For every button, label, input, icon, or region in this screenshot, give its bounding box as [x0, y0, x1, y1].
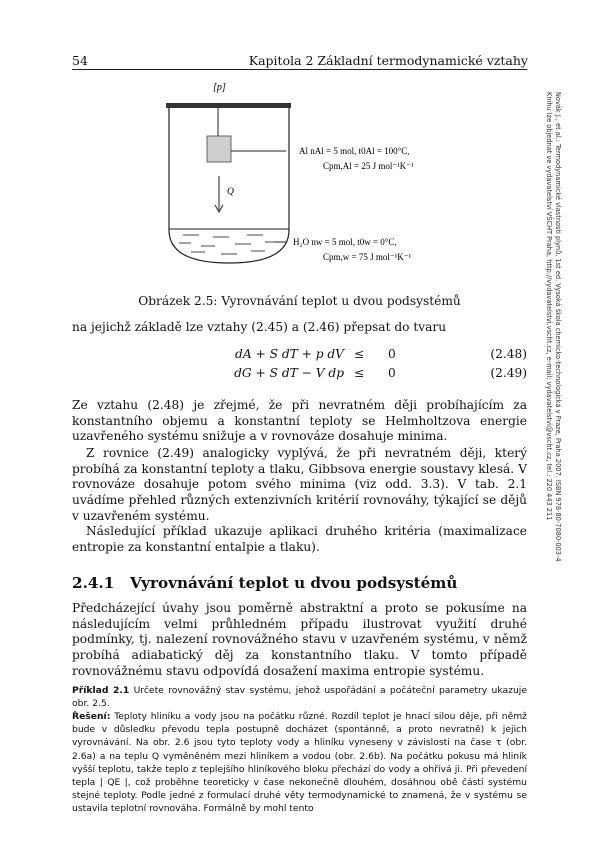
side-note	[545, 92, 564, 612]
example-statement	[72, 684, 527, 710]
solution-label: Řešení:	[72, 711, 111, 722]
figure-2-5	[155, 80, 455, 280]
side-note-text	[544, 92, 562, 562]
pressure-label: [p]	[213, 82, 226, 93]
example-label: Příklad 2.1	[72, 685, 130, 696]
solution-text: Teploty hliníku a vody jsou na počátku různé. Rozdíl teplot je hnací silou děje, při němž bude v důsledku převodu tepla postupně docházet (spontánně, a proto nevratně) k jejich vyrovnávání. Na obr. 2.6 jsou tyto teploty vody a hliníku vyneseny v závislosti na čase τ (obr. 2.6a) a na teplu Q vyměněném mezi hliníkem a vodou (obr. 2.6b). Na počátku pokusu má hliník vyšší teplotu, takže teplo z teplejšího hliníkového bloku přechází do vody a ohřívá ji. Při převedení tepla | QE |, což proběhne teoreticky v čase nekonečně dlouhém, dosáhnou obě části systému stejné teploty. Podle jedné z formulací druhé věty termodynamické to znamená, že v systému se ustavila teplotní rovnováha. Formálně by mohl tento	[72, 711, 527, 815]
aluminium-block	[207, 136, 231, 162]
paragraph: Předcházející úvahy jsou poměrně abstraktní a proto se pokusíme na následujícím velmi průhledném případu ilustrovat využití druhé podmínky, tj. nalezení rovnovážného stavu v uzavřeném systému, v němž probíhá adiabatický děj za konstantního tlaku. V tomto případě rovnovážnému stavu odpovídá dosažení maxima entropie systému.	[72, 601, 527, 678]
vessel-outline	[169, 108, 289, 263]
solution-paragraph	[72, 710, 527, 816]
water-params: H₂O nw = 5 mol, t0w = 0°C,	[293, 237, 397, 247]
paragraph: Z rovnice (2.49) analogicky vyplývá, že při nevratném ději, který probíhá za konstantní teploty a tlaku, Gibbsova energie soustavy klesá. V rovnováze dosahuje potom svého minima (viz odd. 3.3). V tab. 2.1 uvádíme přehled různých extenzivních kritérií rovnováhy, týkající se dějů v uzavřeném systému.	[72, 446, 527, 523]
eq-relation: ≤	[354, 366, 365, 380]
side-note-line-2: Knihu lze objednat ve vydavatelství VŠCHT Praha, http://vydavatelstvi.vscht.cz, e-mail: vydavatelstvi@vscht.cz, tel.: 220 443 211	[545, 92, 553, 521]
header-rule	[72, 69, 527, 70]
heat-label: Q	[227, 187, 234, 197]
water-heat-capacity: Cpm,w = 75 J mol⁻¹K⁻¹	[323, 252, 412, 262]
aluminium-params: Al nAl = 5 mol, t0Al = 100°C,	[299, 146, 410, 156]
eq-relation: ≤	[354, 347, 365, 361]
piston	[166, 103, 291, 108]
eq-lhs: dA + S dT + p dV	[235, 347, 344, 361]
paragraph: Následující příklad ukazuje aplikaci druhého kritéria (maximalizace entropie za konstantní entalpie a tlaku).	[72, 524, 527, 554]
example-text: Určete rovnovážný stav systému, jehož uspořádání a počáteční parametry ukazuje obr. 2.5.	[72, 685, 527, 710]
intro-sentence: na jejichž základě lze vztahy (2.45) a (2.46) přepsat do tvaru	[72, 320, 447, 334]
water-ripples	[179, 235, 279, 254]
section-heading	[72, 574, 457, 592]
section-number: 2.4.1	[72, 574, 115, 592]
page-number: 54	[72, 53, 88, 68]
eq-rhs: 0	[388, 347, 396, 361]
section-title: Vyrovnávání teplot u dvou podsystémů	[130, 574, 458, 592]
eq-rhs: 0	[388, 366, 396, 380]
equation-2-48	[210, 347, 527, 363]
equation-number: (2.49)	[490, 366, 527, 380]
eq-lhs: dG + S dT − V dp	[234, 366, 344, 380]
paragraph: Ze vztahu (2.48) je zřejmé, že při nevratném ději probíhajícím za konstantního objemu a konstantní teploty se Helmholtzova energie uzavřeného systému snižuje a v rovnováze dosahuje minima.	[72, 398, 527, 444]
side-note-line-1: Novák J., et al.: Termodynamické vlastnosti plynů. 1st ed. Vysoká škola chemicko-technologická v Praze, Praha 2007. ISBN 978-80-7080-003-4	[554, 92, 562, 562]
running-header: Kapitola 2 Základní termodynamické vztahy	[248, 53, 528, 68]
figure-caption: Obrázek 2.5: Vyrovnávání teplot u dvou podsystémů	[138, 294, 461, 308]
aluminium-heat-capacity: Cpm,Al = 25 J mol⁻¹K⁻¹	[323, 161, 414, 171]
equation-number: (2.48)	[490, 347, 527, 361]
equation-2-49	[210, 366, 527, 382]
